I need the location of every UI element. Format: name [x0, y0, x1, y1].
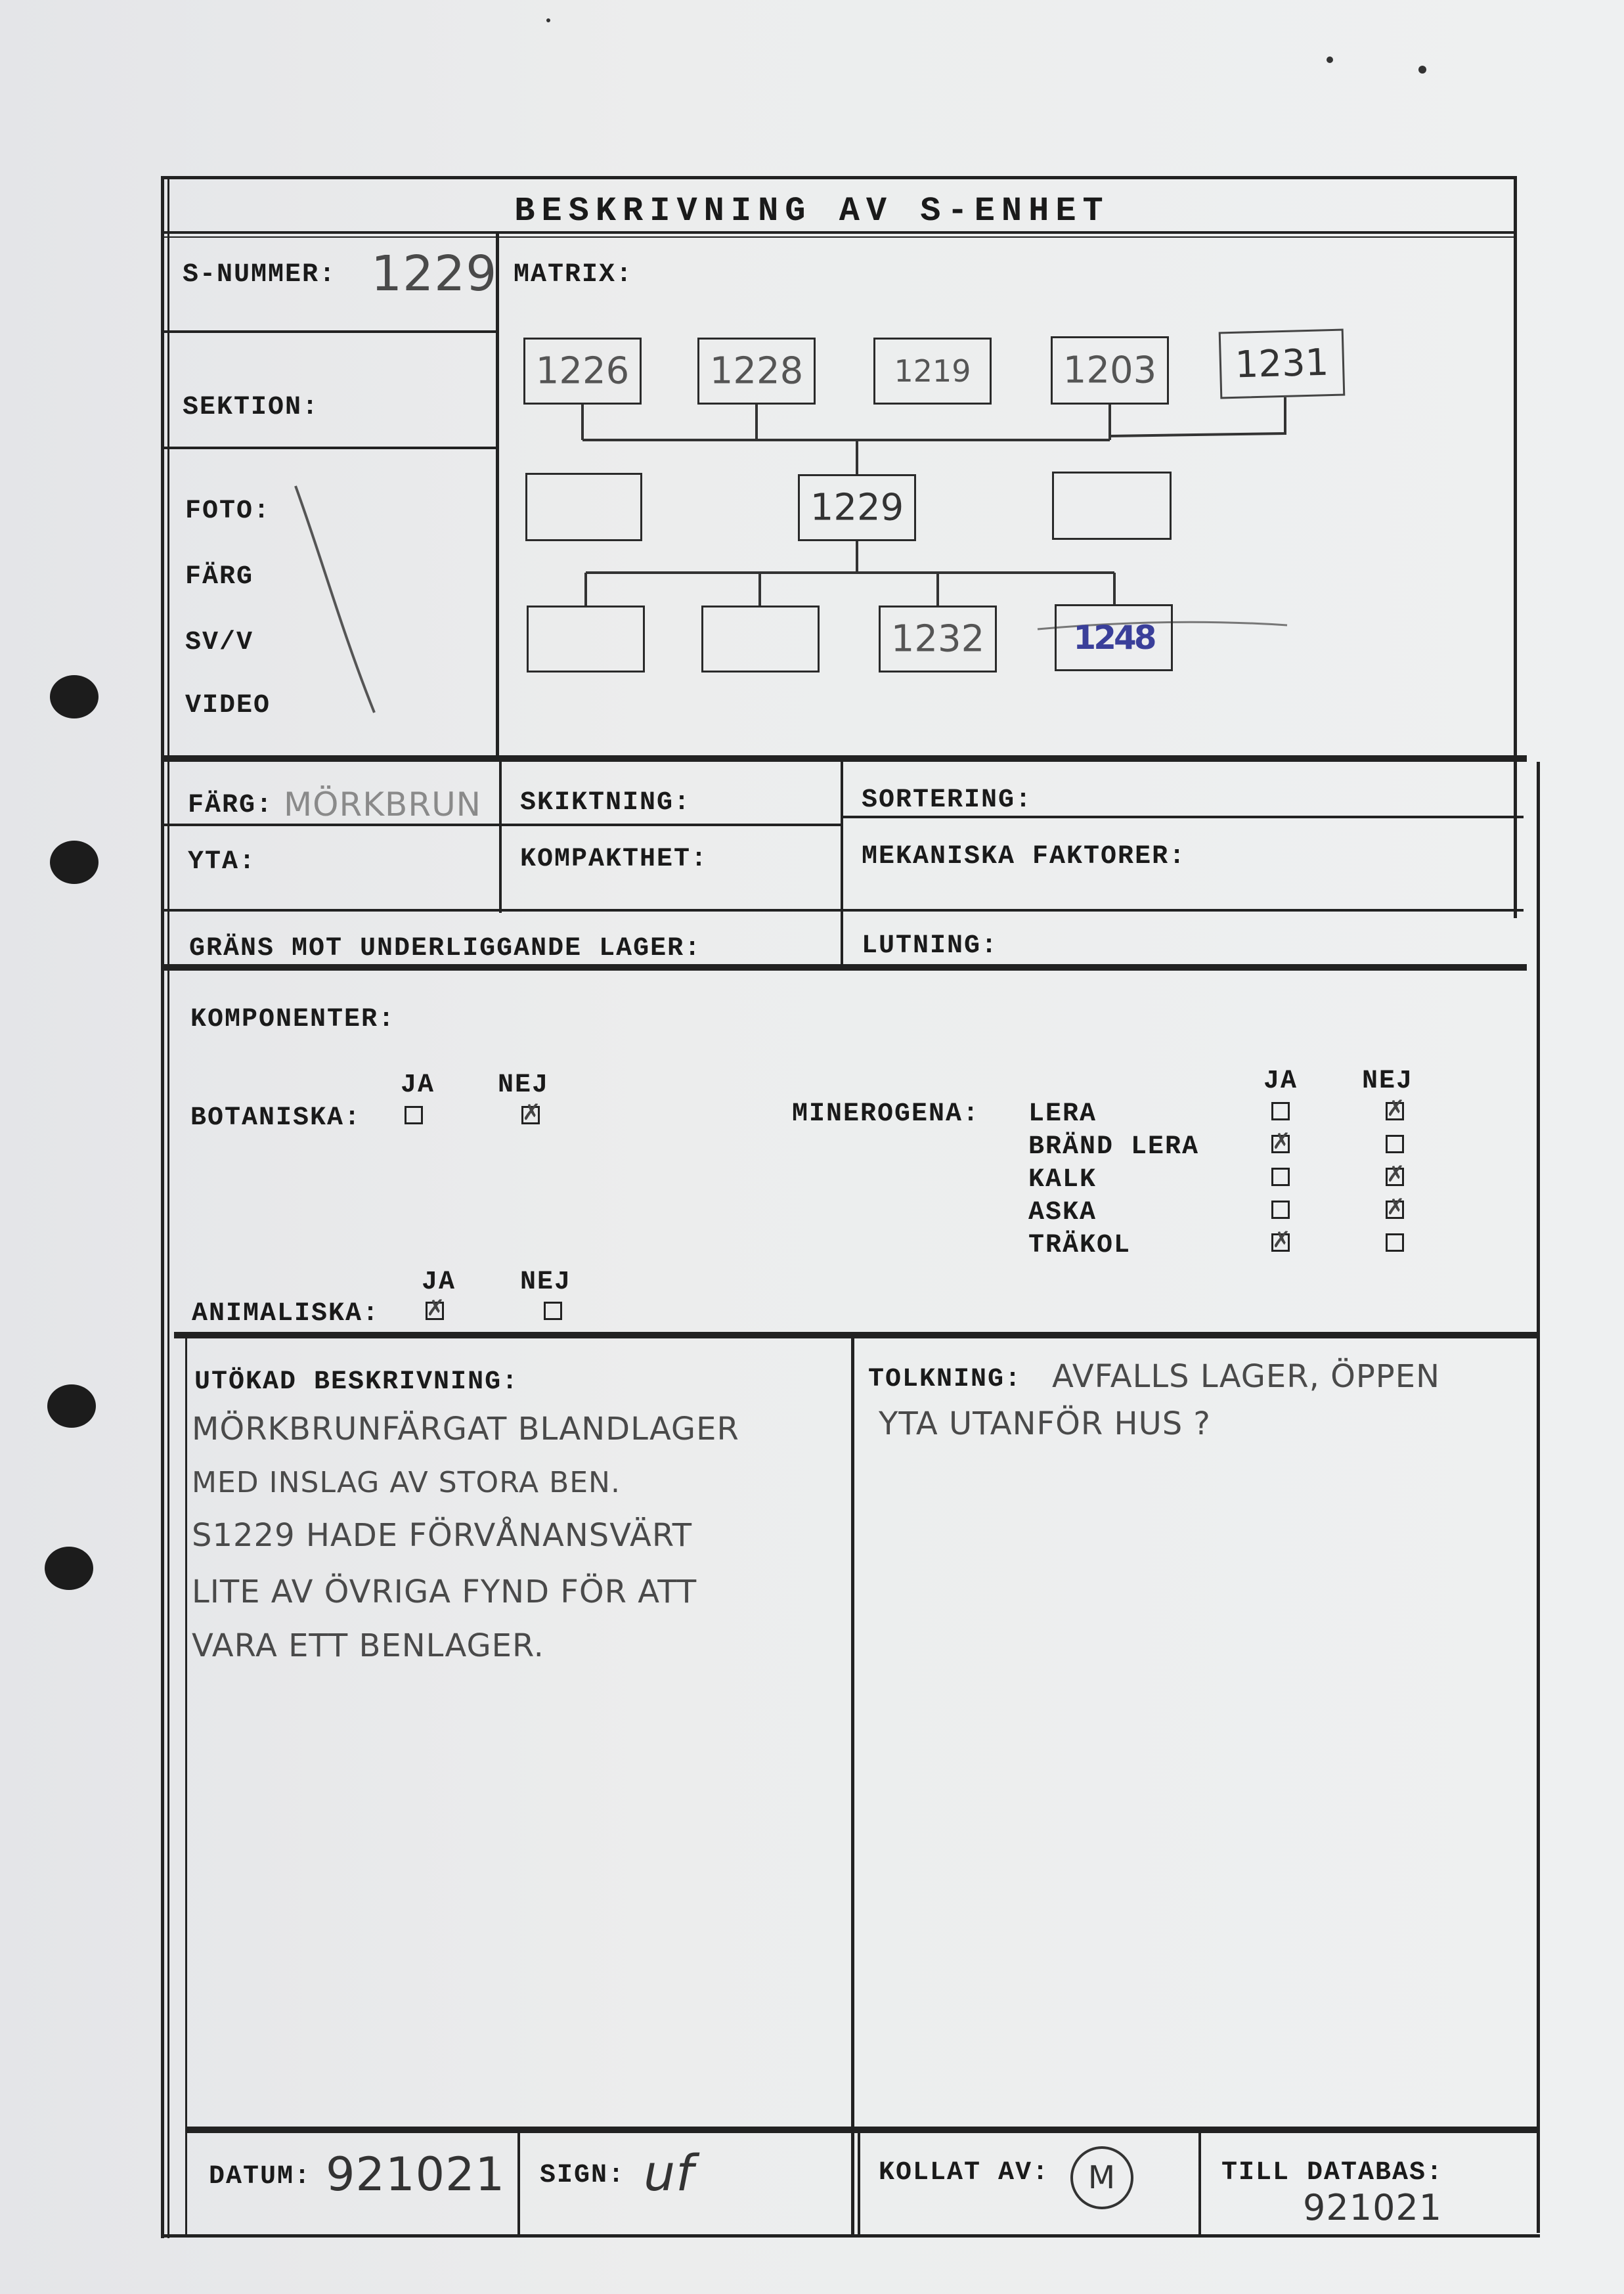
botaniska-ja-checkbox[interactable] — [405, 1106, 423, 1124]
check-mark-icon: ✗ — [1386, 1095, 1405, 1122]
utokad-line-1[interactable]: MÖRKBRUNFÄRGAT BLANDLAGER — [192, 1411, 739, 1447]
till-databas-value[interactable]: 921021 — [1303, 2187, 1443, 2228]
foto-option-video: VIDEO — [185, 691, 271, 720]
matrix-left-empty[interactable] — [525, 473, 642, 541]
matrix-above-5[interactable] — [1219, 329, 1346, 399]
animaliska-label: ANIMALISKA: — [192, 1299, 380, 1329]
bottom-divider-3 — [1198, 2132, 1201, 2237]
frame-right-lower — [1537, 762, 1540, 2233]
animaliska-nej-checkbox[interactable] — [544, 1302, 562, 1320]
mineral-lera-label: LERA — [1028, 1099, 1097, 1129]
brand-lera-nej-checkbox[interactable] — [1386, 1135, 1404, 1153]
section-rule-3 — [174, 1332, 1540, 1338]
matrix-below-1[interactable] — [527, 606, 645, 673]
matrix-below-4[interactable] — [1055, 604, 1173, 671]
botaniska-label: BOTANISKA: — [190, 1103, 362, 1133]
check-mark-icon: ✗ — [1386, 1161, 1405, 1187]
matrix-above-2[interactable] — [697, 338, 816, 405]
col-divider-2 — [499, 762, 502, 913]
tolkning-line-2[interactable]: YTA UTANFÖR HUS ? — [879, 1405, 1211, 1442]
matrix-above-1[interactable] — [523, 338, 642, 405]
s-nummer-label: S-NUMMER: — [183, 260, 337, 290]
matrix-current[interactable] — [798, 474, 916, 541]
foto-option-farg: FÄRG — [185, 562, 254, 592]
row-rule-a — [841, 816, 1524, 818]
lutning-label: LUTNING: — [862, 931, 999, 961]
desc-left-border — [185, 1337, 187, 2237]
punch-hole — [47, 1384, 96, 1428]
mineral-trakol-label: TRÄKOL — [1028, 1231, 1131, 1260]
farg-value[interactable]: MÖRKBRUN — [284, 785, 482, 824]
kalk-ja-checkbox[interactable] — [1271, 1168, 1290, 1186]
utokad-line-4[interactable]: LITE AV ÖVRIGA FYND FÖR ATT — [192, 1574, 697, 1610]
komponenter-label: KOMPONENTER: — [190, 1005, 396, 1034]
lera-ja-checkbox[interactable] — [1271, 1102, 1290, 1120]
mineral-aska-label: ASKA — [1028, 1198, 1097, 1227]
check-mark-icon: ✗ — [1386, 1194, 1405, 1220]
matrix-above-5-number: 1231 — [1234, 341, 1330, 387]
form-title: BESKRIVNING AV S-ENHET — [514, 192, 1110, 231]
check-mark-icon: ✗ — [426, 1295, 445, 1321]
frame-bottom — [161, 2234, 1540, 2238]
matrix-below-3-number: 1232 — [890, 617, 985, 661]
matrix-above-3-number: 1219 — [894, 353, 971, 389]
sektion-label: SEKTION: — [183, 393, 320, 422]
datum-label: DATUM: — [209, 2162, 312, 2192]
matrix-above-4-number: 1203 — [1063, 349, 1157, 392]
matrix-below-4-number: 1248 — [1073, 619, 1154, 657]
row-rule-b — [164, 824, 841, 826]
col-divider-3 — [841, 762, 843, 969]
matrix-label: MATRIX: — [514, 260, 634, 290]
botaniska-ja-header: JA — [401, 1070, 435, 1100]
section-rule-4 — [185, 2127, 1540, 2133]
utokad-line-5[interactable]: VARA ETT BENLAGER. — [192, 1627, 544, 1664]
s-nummer-value[interactable]: 1229 — [371, 246, 498, 302]
bottom-divider-1 — [517, 2132, 520, 2237]
matrix-right-empty[interactable] — [1052, 472, 1172, 540]
kalk-nej-checkbox[interactable] — [1386, 1161, 1405, 1187]
desc-col-divider — [851, 1337, 854, 2237]
kollat-label: KOLLAT AV: — [879, 2158, 1050, 2188]
punch-hole — [50, 841, 99, 884]
kompakthet-label: KOMPAKTHET: — [520, 845, 709, 874]
sign-value[interactable]: uf — [644, 2144, 694, 2202]
matrix-above-2-number: 1228 — [709, 349, 804, 393]
tolkning-label: TOLKNING: — [868, 1365, 1022, 1394]
matrix-below-3[interactable] — [879, 606, 997, 673]
minerogena-label: MINEROGENA: — [792, 1099, 980, 1129]
kollat-value[interactable]: M — [1070, 2146, 1133, 2209]
section-rule-2 — [164, 964, 1527, 971]
brand-lera-ja-checkbox[interactable] — [1271, 1128, 1291, 1155]
matrix-above-1-number: 1226 — [535, 349, 630, 393]
foto-option-svv: SV/V — [185, 628, 254, 657]
check-mark-icon: ✗ — [1272, 1128, 1291, 1155]
botaniska-nej-checkbox[interactable] — [521, 1099, 541, 1126]
animaliska-ja-header: JA — [422, 1268, 456, 1297]
minerogena-ja-header: JA — [1263, 1067, 1298, 1096]
section-rule-1 — [164, 755, 1524, 762]
farg-label: FÄRG: — [188, 791, 274, 820]
aska-nej-checkbox[interactable] — [1386, 1194, 1405, 1220]
lera-nej-checkbox[interactable] — [1386, 1095, 1405, 1122]
mekaniska-label: MEKANISKA FAKTORER: — [862, 842, 1187, 871]
bottom-divider-2 — [858, 2132, 860, 2237]
matrix-below-2[interactable] — [701, 606, 820, 673]
utokad-line-2[interactable]: MED INSLAG AV STORA BEN. — [192, 1466, 621, 1499]
animaliska-nej-header: NEJ — [520, 1268, 572, 1297]
matrix-current-number: 1229 — [810, 486, 904, 529]
botaniska-nej-header: NEJ — [498, 1070, 550, 1100]
section-rule-1-right — [1510, 755, 1527, 762]
foto-label: FOTO: — [185, 496, 271, 526]
aska-ja-checkbox[interactable] — [1271, 1201, 1290, 1219]
trakol-nej-checkbox[interactable] — [1386, 1233, 1404, 1252]
minerogena-nej-header: NEJ — [1362, 1067, 1414, 1096]
sign-label: SIGN: — [540, 2161, 626, 2190]
trakol-ja-checkbox[interactable] — [1271, 1227, 1291, 1253]
grans-label: GRÄNS MOT UNDERLIGGANDE LAGER: — [189, 934, 702, 963]
matrix-above-4[interactable] — [1051, 336, 1169, 405]
utokad-label: UTÖKAD BESKRIVNING: — [194, 1367, 519, 1397]
row-rule-c — [164, 909, 1524, 912]
matrix-above-3[interactable] — [873, 338, 992, 405]
punch-hole — [45, 1547, 93, 1590]
sortering-label: SORTERING: — [862, 785, 1033, 815]
till-databas-label: TILL DATABAS: — [1221, 2158, 1444, 2188]
animaliska-ja-checkbox[interactable] — [426, 1295, 445, 1321]
check-mark-icon: ✗ — [522, 1099, 541, 1126]
skiktning-label: SKIKTNING: — [520, 788, 691, 818]
utokad-line-3[interactable]: S1229 HADE FÖRVÅNANSVÄRT — [192, 1517, 693, 1554]
datum-value[interactable]: 921021 — [326, 2148, 506, 2201]
tolkning-line-1[interactable]: AVFALLS LAGER, ÖPPEN — [1052, 1358, 1440, 1395]
check-mark-icon: ✗ — [1272, 1227, 1291, 1253]
yta-label: YTA: — [188, 847, 257, 877]
mineral-brand-lera-label: BRÄND LERA — [1028, 1132, 1200, 1162]
mineral-kalk-label: KALK — [1028, 1165, 1097, 1195]
